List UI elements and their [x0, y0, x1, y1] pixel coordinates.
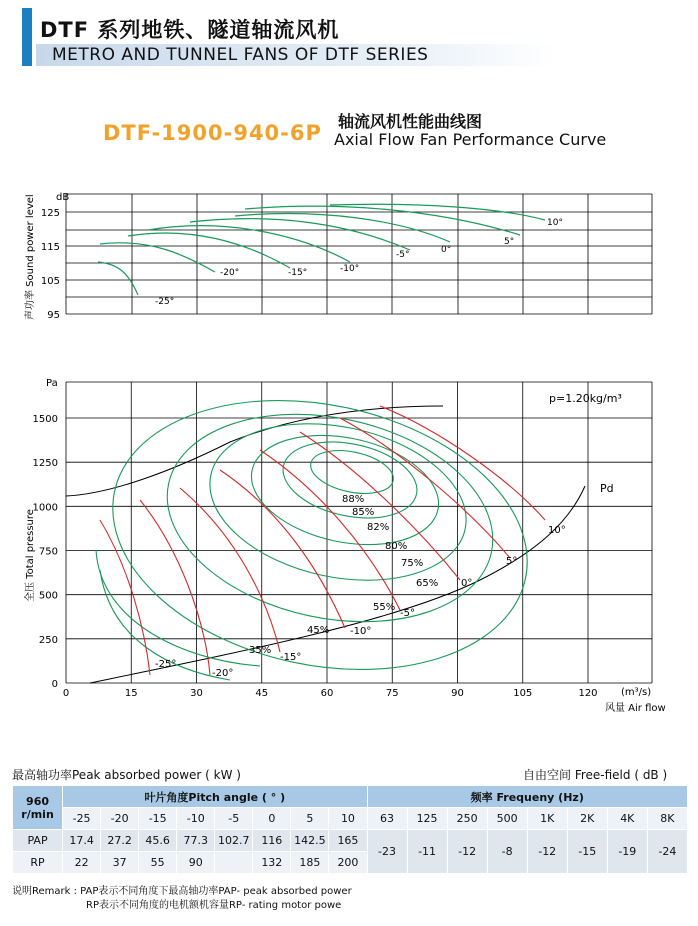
frequency-cell: 63: [367, 808, 407, 830]
rp-cell: 55: [139, 852, 177, 874]
pressure-x-unit: (m³/s): [621, 687, 652, 698]
sound-curve-label-5: 0°: [441, 245, 452, 255]
efficiency-loop-0: [307, 444, 397, 501]
sound-curve-label-0: -25°: [155, 297, 175, 307]
pd-curve: [90, 486, 585, 683]
table-caption-left: 最高轴功率Peak absorbed power ( kW ): [12, 768, 241, 782]
pitch-angle-cell: -25: [63, 808, 101, 830]
pressure-x-tick: 45: [255, 688, 269, 699]
remark-line-1: 说明Remark : PAP表示不同角度下最高轴功率PAP- peak absorbed power: [12, 886, 352, 897]
pap-cell: 45.6: [139, 830, 177, 852]
sound-y-tick: 125: [40, 208, 60, 219]
rp-cell: 22: [63, 852, 101, 874]
pap-cell: 165: [329, 830, 367, 852]
speed-header: 960 r/min: [13, 786, 63, 830]
sound-curve-4: [190, 219, 410, 250]
rp-cell: 185: [291, 852, 329, 874]
sound-y-ticks: [41, 208, 60, 321]
pressure-y-ticks: [33, 414, 58, 690]
angle-label: -5°: [400, 608, 415, 619]
pressure-x-tick: 105: [513, 688, 533, 699]
remark-line-2: RP表示不同角度的电机额机容量RP- rating motor powe: [86, 900, 342, 911]
pitch-angle-cell: -5: [215, 808, 253, 830]
pressure-y-tick: 1250: [32, 458, 58, 470]
efficiency-label: 35%: [249, 645, 272, 656]
rp-cell: 132: [253, 852, 291, 874]
sound-curve-3: [148, 226, 350, 262]
efficiency-open-45: [96, 550, 260, 666]
angle-label: 0°: [461, 578, 473, 589]
blade-angle-curve-6: [140, 500, 210, 675]
sound-y-tick: 115: [40, 242, 60, 253]
frequency-cell: 2K: [567, 808, 607, 830]
pitch-angle-cell: 5: [291, 808, 329, 830]
table-row-pap: [13, 830, 688, 852]
frequency-cell: 250: [447, 808, 487, 830]
efficiency-label: 82%: [367, 522, 390, 533]
sound-curves: [98, 204, 563, 307]
sound-cell: -12: [447, 830, 487, 874]
sound-y-unit: dB: [56, 192, 70, 203]
sound-curve-label-6: 5°: [504, 237, 515, 247]
pressure-y-tick: 500: [38, 590, 58, 602]
sound-y-label: 声功率 Sound power level: [25, 194, 36, 320]
pressure-x-tick: 30: [190, 688, 203, 699]
sound-power-chart: [0, 180, 698, 330]
chart-title-en: Axial Flow Fan Performance Curve: [334, 130, 607, 149]
pressure-y-tick: 0: [51, 679, 58, 690]
angle-label: 5°: [506, 556, 518, 567]
chart-title-cn: 轴流风机性能曲线图: [338, 112, 483, 131]
rp-cell: 37: [101, 852, 139, 874]
blade-angle-curve-4: [220, 470, 345, 628]
pressure-x-tick: 75: [385, 688, 399, 699]
header-accent-bar: [22, 8, 32, 66]
sound-cell: -15: [567, 830, 607, 874]
model-number: DTF-1900-940-6P: [103, 121, 322, 145]
performance-table: [12, 785, 688, 874]
pitch-angle-cell: -10: [177, 808, 215, 830]
pd-label: Pd: [600, 482, 614, 495]
pap-label: PAP: [13, 830, 63, 852]
sound-cell: -19: [607, 830, 647, 874]
angle-label: -10°: [350, 626, 372, 637]
pap-cell: 17.4: [63, 830, 101, 852]
pressure-envelope-curve: [66, 406, 443, 496]
frequency-cell: 8K: [647, 808, 687, 830]
table-row-headers: [13, 808, 688, 830]
sound-cell: -23: [367, 830, 407, 874]
pressure-y-unit: Pa: [46, 378, 58, 389]
sound-curve-label-1: -20°: [220, 268, 240, 278]
sound-y-tick: 95: [47, 310, 60, 321]
frequency-cell: 125: [407, 808, 447, 830]
efficiency-label: 65%: [416, 578, 439, 589]
efficiency-label: 80%: [385, 541, 408, 552]
sound-cell: -8: [487, 830, 527, 874]
pressure-chart: [0, 370, 698, 720]
rp-label: RP: [13, 852, 63, 874]
efficiency-label: 75%: [401, 558, 424, 569]
angle-label: -15°: [280, 652, 302, 663]
sound-curve-label-4: -5°: [396, 250, 410, 260]
efficiency-label: 55%: [373, 602, 396, 613]
pressure-x-tick: 0: [62, 688, 70, 699]
table-caption-right: 自由空间 Free-field ( dB ): [523, 768, 668, 782]
pap-cell: 116: [253, 830, 291, 852]
pitch-angle-cell: -20: [101, 808, 139, 830]
pressure-x-ticks: [63, 688, 598, 699]
efficiency-label: 45%: [307, 625, 330, 636]
rp-cell: 90: [177, 852, 215, 874]
angle-label: 10°: [548, 525, 566, 536]
angle-label: -20°: [212, 668, 234, 679]
rp-cell: [215, 852, 253, 874]
pap-cell: 77.3: [177, 830, 215, 852]
pap-cell: 102.7: [215, 830, 253, 852]
rp-cell: 200: [329, 852, 367, 874]
pap-cell: 142.5: [291, 830, 329, 852]
pressure-x-label: 风量 Air flow: [605, 703, 666, 714]
blade-angle-curve-1: [340, 418, 510, 558]
pressure-y-tick: 750: [38, 546, 58, 558]
pap-cell: 27.2: [101, 830, 139, 852]
pressure-curves: [66, 370, 585, 706]
header-title-en: METRO AND TUNNEL FANS OF DTF SERIES: [52, 45, 429, 65]
pressure-x-tick: 60: [320, 688, 334, 699]
pitch-header: 叶片角度Pitch angle ( ° ): [63, 786, 367, 808]
freq-header: 频率 Frequeny (Hz): [367, 786, 688, 808]
sound-cell: -12: [527, 830, 567, 874]
pitch-angle-cell: -15: [139, 808, 177, 830]
efficiency-loop-3: [195, 402, 481, 603]
blade-angle-curve-5: [180, 488, 280, 652]
pressure-y-tick: 250: [38, 634, 58, 646]
sound-curve-label-2: -15°: [288, 268, 308, 278]
pressure-curve-labels: [155, 494, 566, 679]
sound-grid: [66, 194, 652, 314]
frequency-cell: 1K: [527, 808, 567, 830]
sound-cell: -11: [407, 830, 447, 874]
efficiency-label: 85%: [352, 507, 375, 518]
density-note: p=1.20kg/m³: [549, 392, 622, 405]
sound-curve-label-7: 10°: [547, 218, 563, 228]
sound-cell: -24: [647, 830, 687, 874]
pressure-y-tick: 1000: [32, 502, 58, 514]
pressure-x-tick: 120: [578, 688, 598, 699]
pressure-x-tick: 90: [451, 688, 464, 699]
frequency-cell: 4K: [607, 808, 647, 830]
pitch-angle-cell: 10: [329, 808, 367, 830]
frequency-cell: 500: [487, 808, 527, 830]
efficiency-loop-2: [241, 419, 448, 560]
sound-y-tick: 105: [40, 276, 60, 287]
pressure-x-tick: 15: [124, 688, 138, 699]
pitch-angle-cell: 0: [253, 808, 291, 830]
sound-curve-label-3: -10°: [340, 264, 360, 274]
header-title-cn: DTF 系列地铁、隧道轴流风机: [40, 18, 340, 42]
pressure-y-tick: 1500: [32, 414, 58, 425]
efficiency-label: 88%: [342, 494, 365, 505]
pressure-y-label: 全压 Total pressure: [25, 509, 36, 602]
angle-label: -25°: [155, 659, 177, 670]
